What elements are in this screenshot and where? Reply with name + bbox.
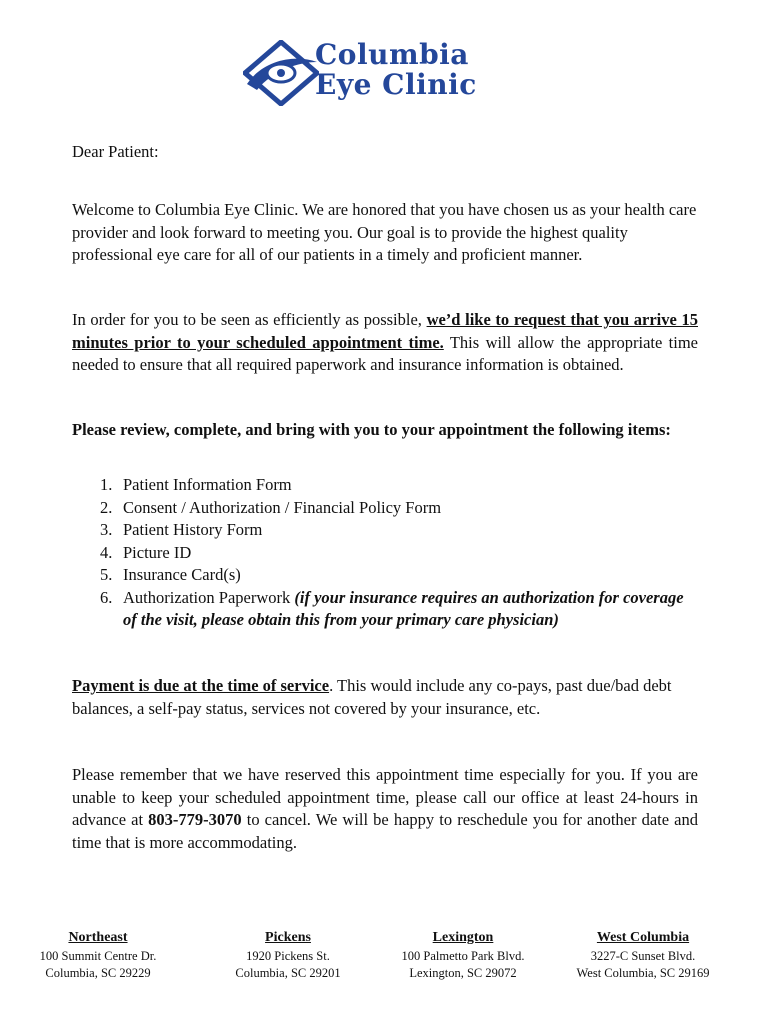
arrival-request: we’d like to request that you arrive 15 minutes prior to your scheduled appointment time. [72,310,698,352]
list-item: 5. Insurance Card(s) [100,565,241,584]
location-northeast: Northeast 100 Summit Centre Dr. Columbia, SC 29229 [39,930,157,980]
location-lexington: Lexington 100 Palmetto Park Blvd. Lexington, SC 29072 [401,930,525,980]
greeting: Dear Patient: [72,142,159,161]
list-item: 1. Patient Information Form [100,475,292,494]
arrival-paragraph [72,309,698,377]
payment-paragraph [72,675,698,720]
items-heading: Please review, complete, and bring with you to your appointment the following items: [72,420,671,439]
eye-swoosh-icon [243,40,319,106]
payment-lead: Payment is due at the time of service [72,676,330,695]
location-west-columbia: West Columbia 3227-C Sunset Blvd. West Columbia, SC 29169 [576,930,710,980]
office-phone: 803-779-3070 [148,810,242,829]
reminder-paragraph: Please remember that we have reserved this appointment time especially for you. If you are unable to keep your scheduled appointment time, please call our office at least 24-hours in advance at 803-779-3070 to cancel. We will be happy to reschedule you for another date and time that is more accommodating. [72,765,698,852]
welcome-paragraph: Welcome to Columbia Eye Clinic. We are honored that you have chosen us as your health care provider and look forward to meeting you. Our goal is to provide the highest quality professional eye care for all of our patients in a timely and proficient manner. [72,200,697,264]
logo-name-line1: Columbia [315,38,469,71]
authorization-note: (if your insurance requires an authorization for coverage of the visit, please obtain this from your primary care physician) [123,587,684,629]
locations-footer [0,928,770,988]
list-item: 4. Picture ID [100,542,192,562]
arrival-intro: In order for you to be seen as efficiently as possible, [72,310,427,329]
clinic-logo [243,38,503,110]
list-item: 3. Patient History Form [100,520,263,539]
list-item: 6. Authorization Paperwork (if your insurance requires an authorization for coverage of the visit, please obtain this from your primary care physician) [100,587,684,629]
payment-rest: . This would include any co-pays, past due/bad debt balances, a self-pay status, services not covered by your insurance, etc. [72,676,672,718]
list-item: 2. Consent / Authorization / Financial Policy Form [100,497,442,517]
location-pickens: Pickens 1920 Pickens St. Columbia, SC 29201 [235,930,341,980]
arrival-rest: This will allow the appropriate time needed to ensure that all required paperwork and insurance information is obtained. [72,332,698,374]
logo-name-line2: Eye Clinic [315,68,477,101]
required-items-list [72,474,692,632]
